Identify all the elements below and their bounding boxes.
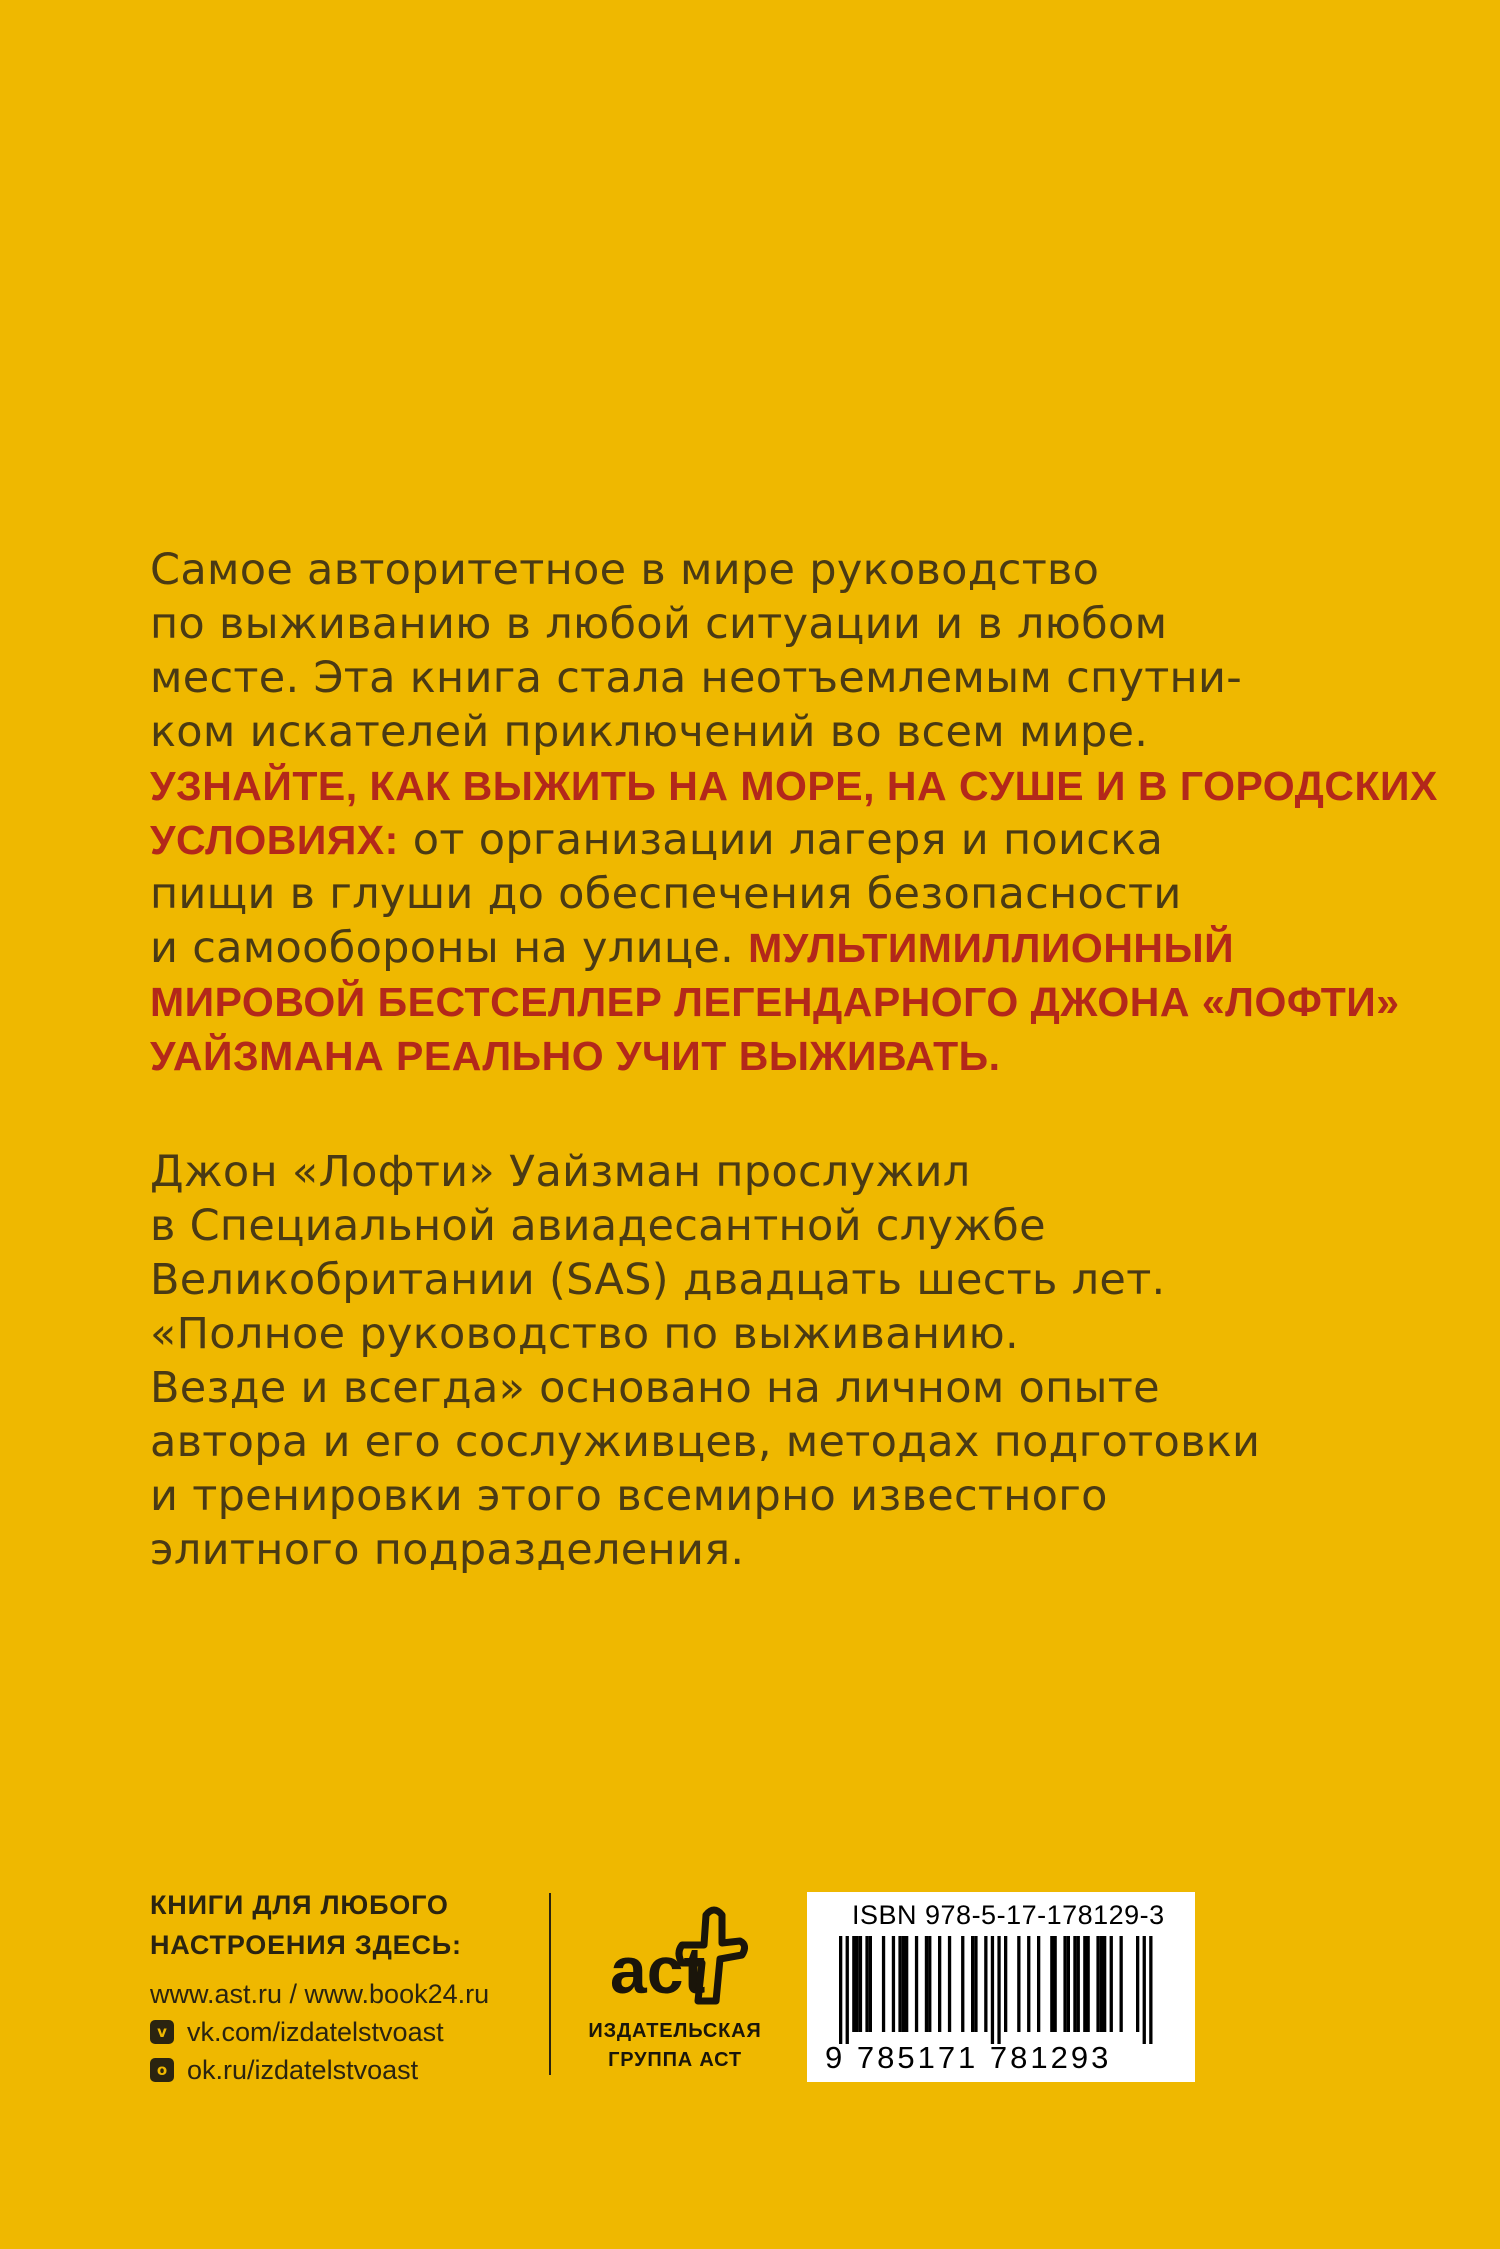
publisher-line2: ГРУППА АСТ bbox=[608, 2049, 742, 2071]
body-text: по выживанию в любой ситуации и в любом bbox=[150, 599, 1168, 649]
barcode-bar bbox=[905, 1936, 908, 2032]
barcode-bar bbox=[865, 1936, 868, 2032]
footer-heading bbox=[150, 1885, 550, 1965]
odnoklassniki-icon: о bbox=[150, 2058, 174, 2082]
barcode-bar bbox=[898, 1936, 901, 2032]
text-line bbox=[150, 813, 1280, 867]
highlighted-text: МИРОВОЙ БЕСТСЕЛЛЕР ЛЕГЕНДАРНОГО ДЖОНА «ЛОФТИ» bbox=[150, 979, 1400, 1025]
barcode-bar bbox=[902, 1936, 905, 2032]
barcode-bar bbox=[997, 1936, 1000, 2044]
body-text: пищи в глуши до обеспечения безопасности bbox=[150, 869, 1182, 919]
isbn-digits: 9 785171 781293 bbox=[825, 2040, 1112, 2075]
barcode-bar bbox=[1063, 1936, 1066, 2032]
description-paragraph-2 bbox=[150, 1145, 1280, 1577]
text-line bbox=[150, 1029, 1280, 1083]
body-text: Великобритании (SAS) двадцать шесть лет. bbox=[150, 1255, 1166, 1305]
body-text: элитного подразделения. bbox=[150, 1525, 745, 1575]
text-line bbox=[150, 921, 1280, 975]
barcode-bar bbox=[1136, 1936, 1139, 2032]
barcode-bar bbox=[852, 1936, 855, 2032]
body-text: Самое авторитетное в мире руководство bbox=[150, 545, 1100, 595]
body-text: автора и его сослуживцев, методах подготовки bbox=[150, 1417, 1261, 1467]
barcode-bar bbox=[859, 1936, 862, 2032]
body-text: ком искателей приключений во всем мире. bbox=[150, 707, 1149, 757]
barcode-bar bbox=[892, 1936, 895, 2032]
barcode-bar bbox=[991, 1936, 994, 2044]
highlighted-text: УЗНАЙТЕ, КАК ВЫЖИТЬ НА МОРЕ, НА СУШЕ И В ГОРОДСКИХ bbox=[150, 763, 1438, 809]
barcode-bar bbox=[961, 1936, 964, 2032]
text-line bbox=[150, 1199, 1280, 1253]
barcode-bar bbox=[1149, 1936, 1152, 2044]
barcode-bar bbox=[1004, 1936, 1007, 2032]
barcode-bar bbox=[928, 1936, 931, 2032]
text-line bbox=[150, 759, 1438, 813]
text-line bbox=[150, 1145, 1280, 1199]
barcode-bar bbox=[1073, 1936, 1076, 2032]
barcode-bar bbox=[1017, 1936, 1020, 2032]
highlighted-text: УАЙЗМАНА РЕАЛЬНО УЧИТ ВЫЖИВАТЬ. bbox=[150, 1033, 1001, 1079]
description-paragraph-1 bbox=[150, 543, 1438, 1083]
body-text: и тренировки этого всемирно известного bbox=[150, 1471, 1108, 1521]
barcode-bar bbox=[1083, 1936, 1086, 2032]
body-text: от организации лагеря и поиска bbox=[398, 815, 1164, 865]
barcode-bar bbox=[1050, 1936, 1053, 2032]
text-line bbox=[150, 705, 1280, 759]
body-text: Джон «Лофти» Уайзман прослужил bbox=[150, 1147, 971, 1197]
barcode-bar bbox=[1103, 1936, 1106, 2032]
text-line bbox=[150, 651, 1280, 705]
vk-link-row[interactable] bbox=[150, 2013, 550, 2051]
highlighted-text: МУЛЬТИМИЛЛИОННЫЙ bbox=[748, 925, 1235, 971]
text-line bbox=[150, 1361, 1280, 1415]
barcode-bar bbox=[974, 1936, 977, 2032]
barcode-bar bbox=[1110, 1936, 1113, 2032]
body-text: в Специальной авиадесантной службе bbox=[150, 1201, 1046, 1251]
footer-heading-line1: КНИГИ ДЛЯ ЛЮБОГО bbox=[150, 1890, 449, 1920]
barcode-bar bbox=[1054, 1936, 1057, 2032]
isbn-label: ISBN 978-5-17-178129-3 bbox=[852, 1900, 1165, 1930]
barcode-bar bbox=[1037, 1936, 1040, 2032]
barcode-bar bbox=[925, 1936, 928, 2032]
text-line bbox=[150, 1415, 1280, 1469]
barcode-bar bbox=[915, 1936, 918, 2032]
barcode-bar bbox=[938, 1936, 941, 2032]
body-text: Везде и всегда» основано на личном опыте bbox=[150, 1363, 1160, 1413]
barcode-bar bbox=[882, 1936, 885, 2032]
body-text: месте. Эта книга стала неотъемлемым спутни- bbox=[150, 653, 1243, 703]
text-line bbox=[150, 1523, 1280, 1577]
publisher-line1: ИЗДАТЕЛЬСКАЯ bbox=[588, 2020, 762, 2042]
body-text: «Полное руководство по выживанию. bbox=[150, 1309, 1019, 1359]
barcode-bar bbox=[839, 1936, 842, 2044]
barcode-bar bbox=[1143, 1936, 1146, 2044]
website-links[interactable]: www.ast.ru / www.book24.ru bbox=[150, 1979, 490, 2009]
text-line bbox=[150, 867, 1280, 921]
barcode-bar bbox=[869, 1936, 872, 2032]
ast-logo-text: act bbox=[610, 1933, 706, 2007]
text-line bbox=[150, 1307, 1280, 1361]
barcode-bar bbox=[971, 1936, 974, 2032]
barcode-bar bbox=[1067, 1936, 1070, 2032]
barcode-bar bbox=[846, 1936, 849, 2044]
footer-divider bbox=[549, 1893, 551, 2075]
text-line bbox=[150, 543, 1280, 597]
footer-links bbox=[150, 1885, 550, 2089]
ok-link[interactable]: ok.ru/izdatelstvoast bbox=[187, 2055, 419, 2085]
barcode-bar bbox=[856, 1936, 859, 2032]
publisher-block bbox=[575, 1893, 775, 2075]
barcode-bar bbox=[1120, 1936, 1123, 2032]
barcode-bar bbox=[1077, 1936, 1080, 2032]
barcode-bar bbox=[1087, 1936, 1090, 2032]
isbn-barcode bbox=[807, 1892, 1195, 2082]
vk-link[interactable]: vk.com/izdatelstvoast bbox=[187, 2017, 444, 2047]
text-line bbox=[150, 1253, 1280, 1307]
text-line bbox=[150, 597, 1280, 651]
barcode-bar bbox=[1100, 1936, 1103, 2032]
text-line bbox=[150, 975, 1400, 1029]
footer-heading-line2: НАСТРОЕНИЯ ЗДЕСЬ: bbox=[150, 1930, 462, 1960]
barcode-bar bbox=[1027, 1936, 1030, 2032]
vk-icon: v bbox=[150, 2020, 174, 2044]
highlighted-text: УСЛОВИЯХ: bbox=[150, 817, 399, 863]
barcode-bar bbox=[984, 1936, 987, 2032]
ok-link-row[interactable] bbox=[150, 2051, 550, 2089]
barcode-bar bbox=[948, 1936, 951, 2032]
ast-logo bbox=[590, 1893, 760, 2013]
barcode-bars bbox=[839, 1936, 1169, 2044]
text-line bbox=[150, 1469, 1280, 1523]
barcode-bar bbox=[1096, 1936, 1099, 2032]
body-text: и самообороны на улице. bbox=[150, 923, 749, 973]
